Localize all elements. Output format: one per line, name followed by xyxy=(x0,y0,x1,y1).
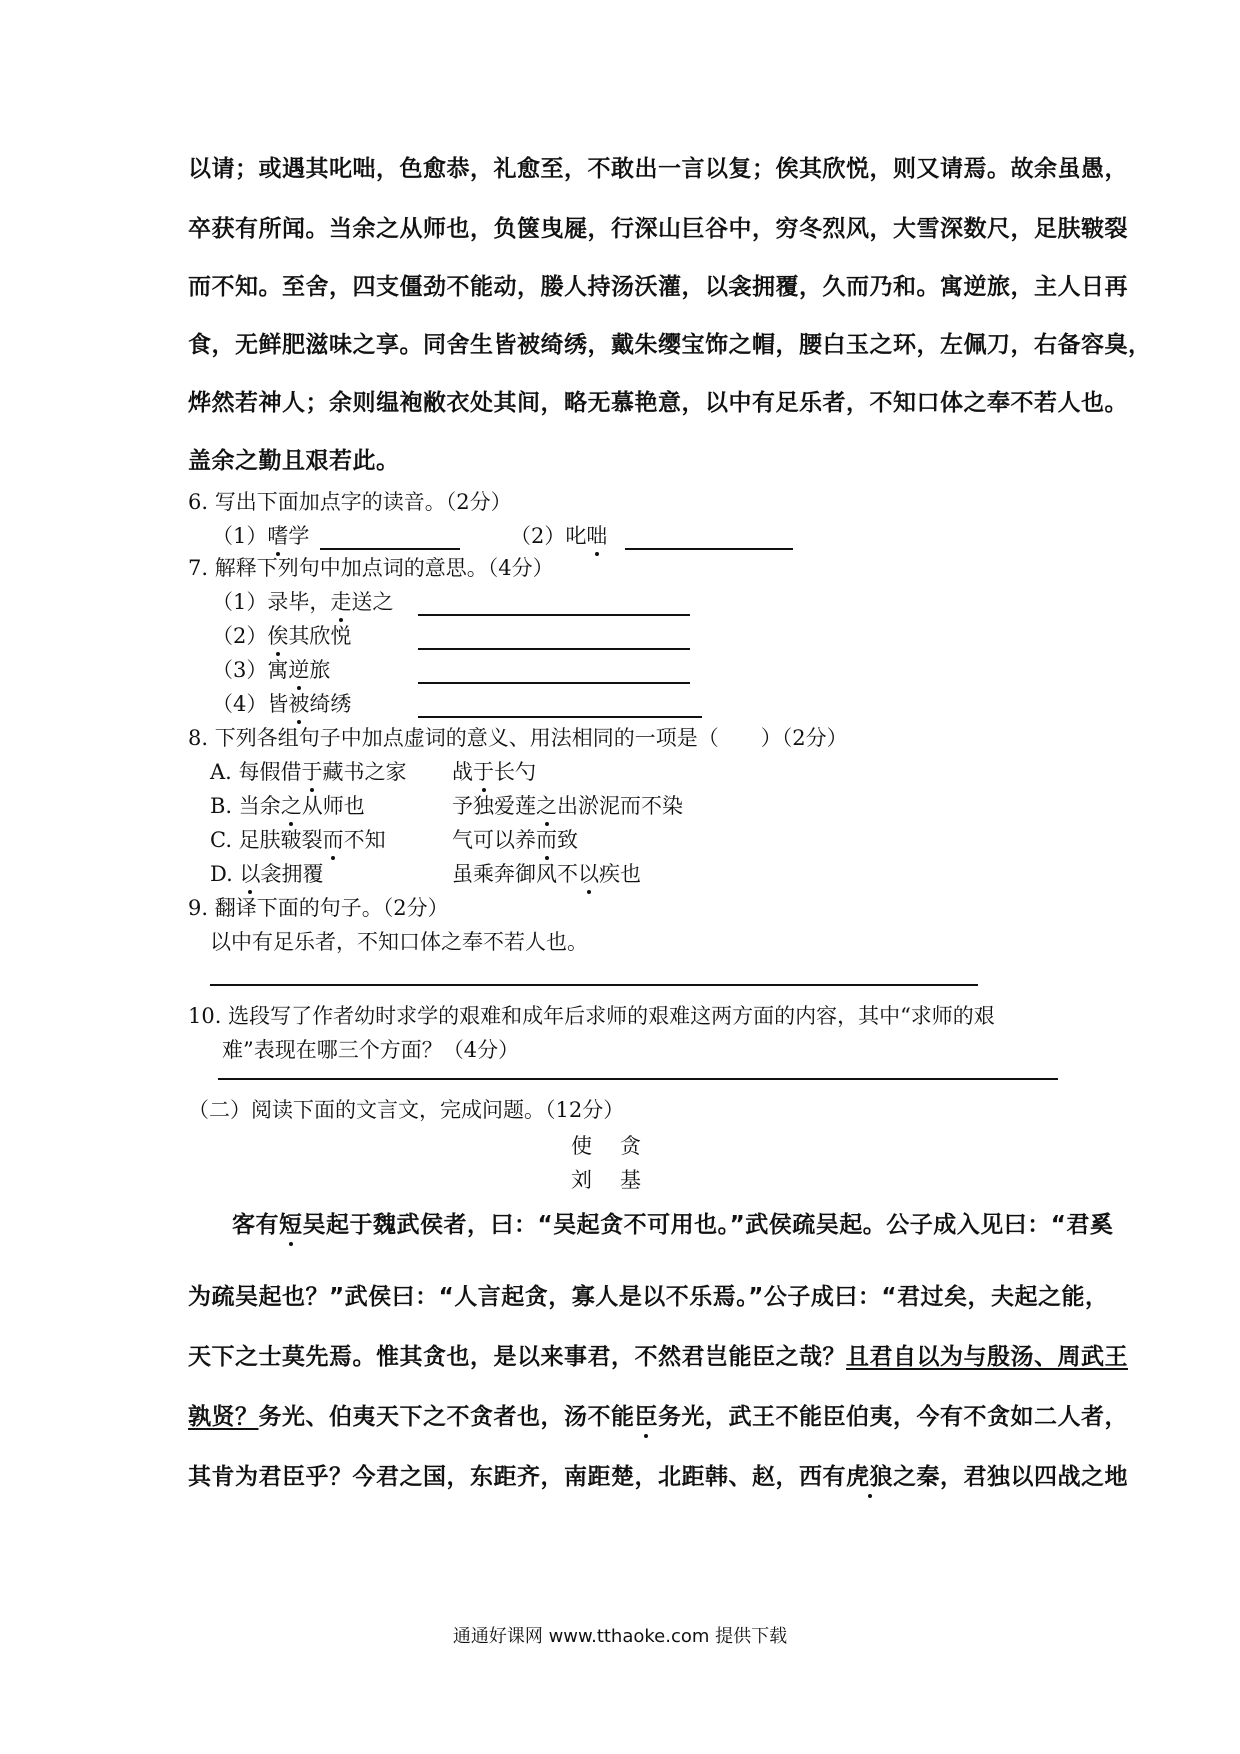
passage-2-line-3 xyxy=(188,1338,1128,1371)
passage-line-1: 以请；或遇其叱咄，色愈恭，礼愈至，不敢出一言以复；俟其欣悦，则又请焉。故余虽愚， xyxy=(188,156,1128,182)
question-6-item-2 xyxy=(510,520,607,550)
q7-item-1-text-a: 录毕， xyxy=(267,590,331,614)
question-9-stem: 9. 翻译下面的句子。（2分） xyxy=(188,896,449,920)
p2-l4-text-b: 务光，武王不能臣伯夷，今有不贪如二人者， xyxy=(658,1404,1128,1430)
q7-item-4-text-b: 绮绣 xyxy=(309,692,352,716)
q8-option-d-left xyxy=(210,858,323,888)
q8-d-right-dotted: 以 xyxy=(578,862,599,886)
q8-a-right-rest: 长勺 xyxy=(494,760,536,784)
q8-c-left-text: C. 足肤皲裂 xyxy=(210,828,323,852)
q7-item-2 xyxy=(212,620,351,650)
q7-item-4-dotted: 被 xyxy=(288,692,310,716)
q8-d-right-rest: 疾也 xyxy=(599,862,641,886)
passage-2-line-4 xyxy=(188,1398,1128,1431)
passage-line-2: 卒获有所闻。当余之从师也，负箧曳屣，行深山巨谷中，穷冬烈风，大雪深数尺，足肤皲裂 xyxy=(188,216,1128,242)
q8-d-right-text: 虽乘奔御风不 xyxy=(452,862,578,886)
q8-c-left-dotted: 而 xyxy=(322,828,344,852)
q8-option-b-right xyxy=(452,790,683,820)
q7-item-2-prefix: （2） xyxy=(212,624,268,648)
p2-l1-text-a: 客有 xyxy=(232,1212,279,1238)
p2-l4-dotted: 臣 xyxy=(634,1404,658,1430)
page-footer: 通通好课网 www.tthaoke.com 提供下载 xyxy=(452,1626,788,1647)
q6-item2-dotted-char: 咄 xyxy=(586,524,608,548)
q7-item-4 xyxy=(212,688,351,718)
q7-item-4-prefix: （4） xyxy=(212,692,268,716)
question-10-line-2: 难”表现在哪三个方面？（4分） xyxy=(222,1038,520,1062)
q8-d-left-rest: 衾拥覆 xyxy=(260,862,324,886)
q8-option-c-right xyxy=(452,824,578,854)
q7-item-3-text-a: 寓 xyxy=(267,658,289,682)
passage-2-line-5 xyxy=(188,1458,1128,1491)
p2-l5-dotted: 虎狼 xyxy=(846,1464,893,1490)
question-6-stem: 6. 写出下面加点字的读音。（2分） xyxy=(188,490,512,514)
q7-answer-line-4[interactable] xyxy=(418,716,702,718)
q6-item1-dotted-char: 嗜 xyxy=(267,524,289,548)
q7-item-2-text-b: 其欣悦 xyxy=(288,624,352,648)
q8-b-right-text: 予独爱莲 xyxy=(452,794,536,818)
q7-item-3 xyxy=(212,654,330,684)
p2-l3-underlined: 且君自以为与殷汤、周武王 xyxy=(846,1344,1128,1370)
passage-line-5: 烨然若神人；余则缊袍敝衣处其间，略无慕艳意，以中有足乐者，不知口体之奉不若人也。 xyxy=(188,390,1128,416)
q7-item-3-text-b: 旅 xyxy=(309,658,331,682)
question-8-stem: 8. 下列各组句子中加点虚词的意义、用法相同的一项是（ ）（2分） xyxy=(188,726,848,750)
q7-item-1-text-b: 送之 xyxy=(351,590,394,614)
q7-answer-line-2[interactable] xyxy=(418,648,690,650)
p2-l1-text-b: 吴起于魏武侯者，曰：“吴起贪不可用也。”武侯疏吴起。公子成入见曰：“君奚 xyxy=(302,1212,1114,1238)
q7-item-2-dotted: 俟 xyxy=(267,624,289,648)
question-6-item-1 xyxy=(212,520,309,550)
q6-answer-line-1[interactable] xyxy=(320,548,460,550)
q8-c-right-text: 气可以养 xyxy=(452,828,536,852)
q8-a-right-text: 战 xyxy=(452,760,473,784)
q10-answer-line[interactable] xyxy=(218,1078,1058,1080)
section-2-heading: （二）阅读下面的文言文，完成问题。（12分） xyxy=(188,1098,625,1122)
q8-b-right-dotted: 之 xyxy=(536,794,557,818)
q6-item1-prefix: （1） xyxy=(212,524,268,548)
passage-2-line-1 xyxy=(232,1206,1114,1239)
q8-d-left-text: D. xyxy=(210,862,240,886)
q8-option-a-left xyxy=(210,756,407,786)
q8-a-left-rest: 藏书之家 xyxy=(322,760,407,784)
q8-c-left-rest: 不知 xyxy=(343,828,386,852)
passage-line-3: 而不知。至舍，四支僵劲不能动，媵人持汤沃灌，以衾拥覆，久而乃和。寓逆旅，主人日再 xyxy=(188,274,1128,300)
q8-b-left-dotted: 之 xyxy=(280,794,302,818)
q8-b-right-rest: 出淤泥而不染 xyxy=(557,794,683,818)
q6-item1-rest: 学 xyxy=(288,524,310,548)
passage-2-author: 刘基 xyxy=(571,1168,669,1192)
q6-item2-char: 叱 xyxy=(565,524,587,548)
p2-l3-text: 天下之士莫先焉。惟其贪也，是以来事君，不然君岂能臣之哉？ xyxy=(188,1344,846,1370)
q8-option-c-left xyxy=(210,824,386,854)
q9-answer-line[interactable] xyxy=(210,984,978,986)
q7-item-3-prefix: （3） xyxy=(212,658,268,682)
q7-item-3-dotted: 逆 xyxy=(288,658,310,682)
p2-l5-text-a: 其肯为君臣乎？今君之国，东距齐，南距楚，北距韩、赵，西有 xyxy=(188,1464,846,1490)
question-10-line-1: 10. 选段写了作者幼时求学的艰难和成年后求师的艰难这两方面的内容，其中“求师的艰 xyxy=(188,1004,995,1028)
q8-a-right-dotted: 于 xyxy=(473,760,494,784)
passage-2-title: 使贪 xyxy=(571,1134,669,1158)
q7-answer-line-3[interactable] xyxy=(418,682,690,684)
q7-item-1-dotted: 走 xyxy=(330,590,352,614)
q8-c-right-rest: 致 xyxy=(557,828,578,852)
q8-a-left-text: A. 每假借 xyxy=(210,760,302,784)
p2-l1-dotted: 短 xyxy=(279,1212,303,1238)
q8-b-left-text: B. 当余 xyxy=(210,794,281,818)
q7-item-4-text-a: 皆 xyxy=(267,692,289,716)
q7-answer-line-1[interactable] xyxy=(418,614,690,616)
q8-b-left-rest: 从师也 xyxy=(301,794,365,818)
passage-2-line-2: 为疏吴起也？”武侯曰：“人言起贪，寡人是以不乐焉。”公子成曰：“君过矣，夫起之能， xyxy=(188,1284,1109,1310)
question-7-stem: 7. 解释下列句中加点词的意思。（4分） xyxy=(188,556,554,580)
p2-l4-text-a: 务光、伯夷天下之不贪者也，汤不能 xyxy=(258,1404,635,1430)
q8-option-b-left xyxy=(210,790,365,820)
p2-l4-underlined: 孰贤？ xyxy=(188,1404,259,1430)
q8-a-left-dotted: 于 xyxy=(301,760,323,784)
q6-item2-prefix: （2） xyxy=(510,524,566,548)
passage-line-6: 盖余之勤且艰若此。 xyxy=(188,448,400,474)
q8-option-a-right xyxy=(452,756,536,786)
q8-d-left-dotted: 以 xyxy=(239,862,261,886)
q8-c-right-dotted: 而 xyxy=(536,828,557,852)
q7-item-1 xyxy=(212,586,393,616)
p2-l5-text-b: 之秦，君独以四战之地 xyxy=(893,1464,1128,1490)
q7-item-1-prefix: （1） xyxy=(212,590,268,614)
question-9-sentence: 以中有足乐者，不知口体之奉不若人也。 xyxy=(210,930,588,954)
q6-answer-line-2[interactable] xyxy=(625,548,793,550)
q8-option-d-right xyxy=(452,858,641,888)
passage-line-4: 食，无鲜肥滋味之享。同舍生皆被绮绣，戴朱缨宝饰之帽，腰白玉之环，左佩刀，右备容臭， xyxy=(188,332,1152,358)
